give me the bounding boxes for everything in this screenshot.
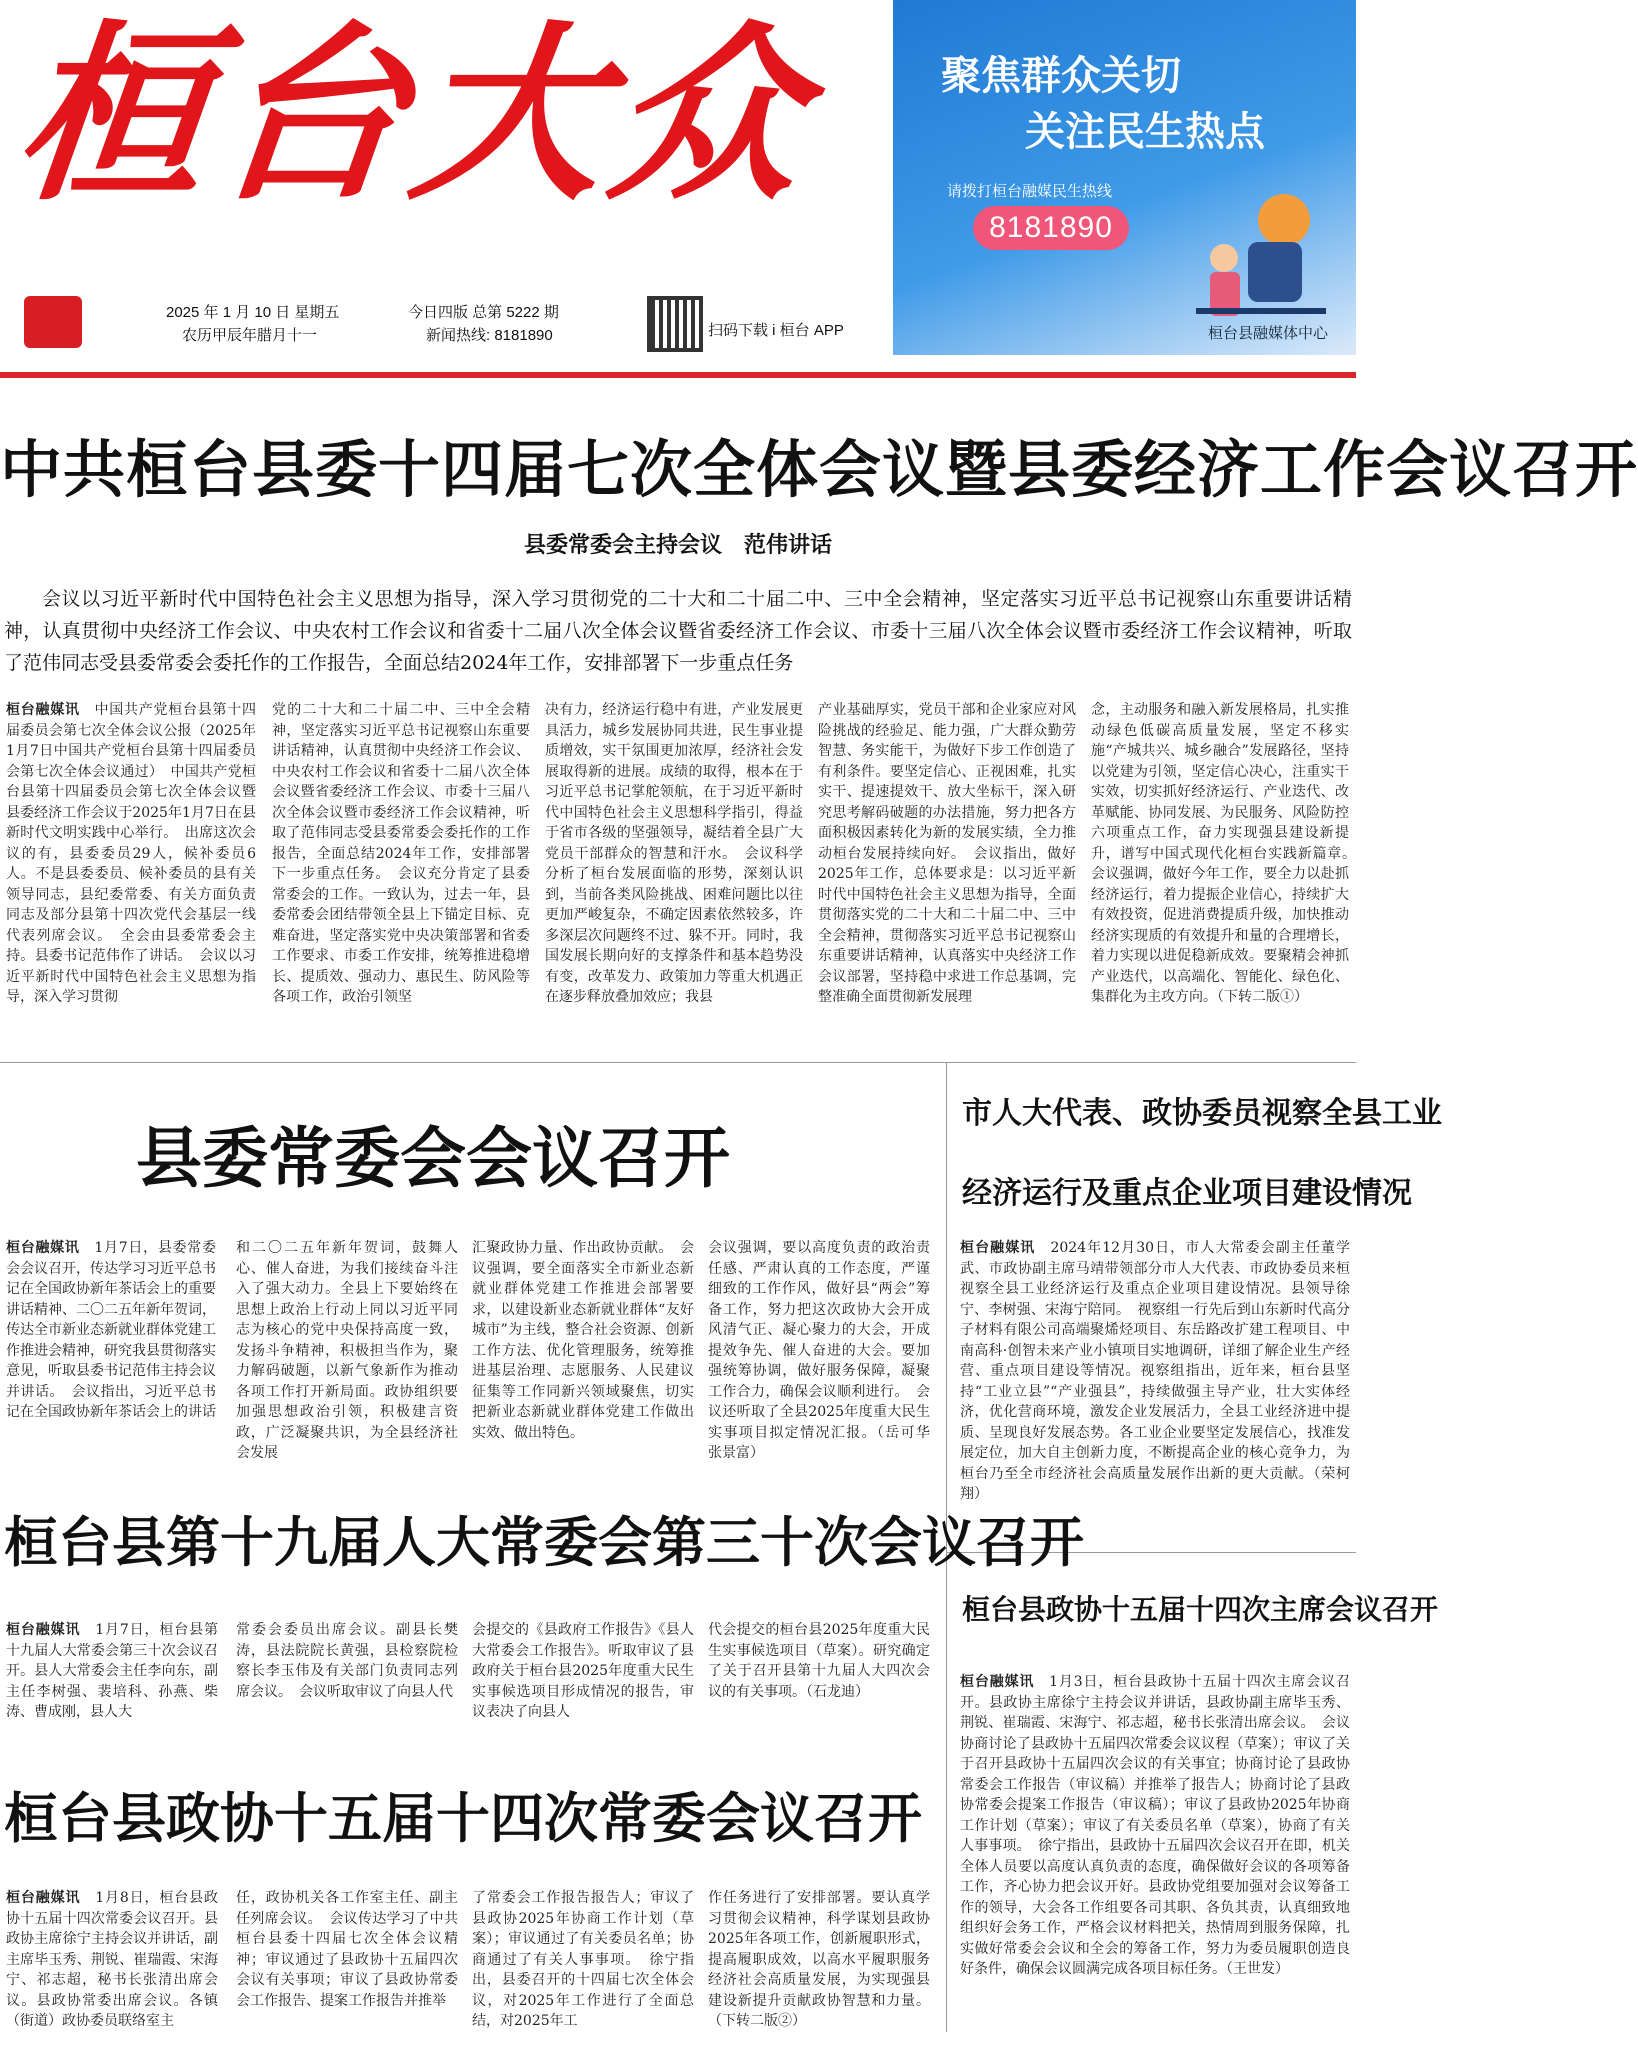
article2-col-4: 会议强调，要以高度负责的政治责任感、严肃认真的工作态度，严谨细致的工作作风，做好县“两会”筹备工作，努力把这次政协大会开成风清气正、凝心聚力的大会，开成提效争先、催人奋进的大会。要加强统筹协调，做好服务保障，凝聚工作合力，确保会议顺利进行。 会议还听取了全县2025年度重大民生实事项目拟定情况汇报。（岳可华 张景富） xyxy=(708,1240,944,1461)
main-lead: 会议以习近平新时代中国特色社会主义思想为指导，深入学习贯彻党的二十大和二十届二中、三中全会精神，坚定落实习近平总书记视察山东重要讲话精神，认真贯彻中央经济工作会议、中央农村工作会议和省委十二届八次全体会议暨省委经济工作会议、市委十三届八次全体会议暨市委经济工作会议精神，听取了范伟同志受县委常委会委托作的工作报告，全面总结2024年工作，安排部署下一步重点任务 xyxy=(4,588,1352,674)
article4-col-4: 代会提交的桓台县2025年度重大民生实事候选项目（草案）。研究确定了关于召开县第十九届人大四次会议的有关事项。（石龙迪） xyxy=(708,1622,930,1700)
hotline-ad xyxy=(893,0,1356,355)
article6-col-3: 了常委会工作报告报告人；审议了县政协2025年协商工作计划（草案）；审议通过了有关委员名单；协商通过了有关人事事项。 徐宁指出，县委召开的十四届七次全体会议，对2025年工作进行了全面总结，对2025年工 xyxy=(472,1890,694,2029)
header-rule xyxy=(0,372,1356,378)
article3-headline-line2: 经济运行及重点企业项目建设情况 xyxy=(962,1176,1412,1211)
article4-col-3: 会提交的《县政府工作报告》《县人大常委会工作报告》。听取审议了县政府关于桓台县2025年度重大民生实事候选项目形成情况的报告，审议表决了向县人 xyxy=(472,1622,694,1720)
main-col-4: 产业基础厚实，党员干部和企业家应对风险挑战的经验足、能力强，广大群众勤劳智慧、务实能干，为做好下步工作创造了有利条件。要坚定信心、正视困难，扎实实干、提速提效干、放大坐标干，深入研究思考解码破题的办法措施，努力把各方面积极因素转化为新的发展实绩，全力推动桓台发展持续向好。 会议指出，做好2025年工作，总体要求是：以习近平新时代中国特色社会主义思想为指导，全面贯彻落实党的二十大和二十届二中、三中全会精神，贯彻落实习近平总书记视察山东重要讲话精神，认真落实中央经济工作会议部署，坚持稳中求进工作总基调，完整准确全面贯彻新发展理 xyxy=(818,702,1076,1005)
qr-code-icon[interactable] xyxy=(647,296,703,352)
edition-info: 今日四版 总第 5222 期 xyxy=(408,304,559,321)
article3-body: 桓台融媒讯 2024年12月30日，市人大常委会副主任董学武、市政协副主席马靖带领部分市人大代表、市政协委员来桓视察全县工业经济运行及重点企业项目建设情况。县领导徐宁、李树强、宋海宁陪同。 视察组一行先后到山东新时代高分子材料有限公司高端聚烯烃项目、东岳路改扩建工程项目、中南高科·创智未来产业小镇项目实地调研，详细了解企业生产经营、重点项目建设等情况。视察组指出，近年来，桓台县坚持“工业立县”“产业强县”，持续做强主导产业，壮大实体经济，优化营商环境，激发企业发展活力，全县工业经济进中提质、呈现良好发展态势。各工业企业要坚定发展信心，找准发展定位，加大自主创新力度，不断提高企业的核心竞争力，为桓台乃至全市经济社会高质量发展作出新的更大贡献。（荣柯翔） xyxy=(960,1240,1351,1502)
ad-line1: 聚焦群众关切 xyxy=(941,53,1181,99)
ad-line2: 关注民生热点 xyxy=(1025,109,1265,155)
main-col-2: 党的二十大和二十届二中、三中全会精神，坚定落实习近平总书记视察山东重要讲话精神，认真贯彻中央经济工作会议、中央农村工作会议和省委十二届八次全体会议暨省委经济工作会议、市委十三届八次全体会议暨市委经济工作会议精神，听取了范伟同志受县委常委会委托作的工作报告，全面总结2024年工作，安排部署下一步重点任务。 会议充分肯定了县委常委会的工作。一致认为，过去一年，县委常委会团结带领全县上下锚定目标、克难奋进，坚定落实党中央决策部署和省委工作要求、市委工作安排，统筹推进稳增长、提质效、强动力、惠民生、防风险等各项工作，政治引领坚 xyxy=(272,702,530,1005)
main-col-3: 决有力，经济运行稳中有进，产业发展更具活力，城乡发展协同共进，民生事业提质增效，实干氛围更加浓厚，经济社会发展取得新的进展。成绩的取得，根本在于习近平总书记掌舵领航，在于习近平新时代中国特色社会主义思想科学指引，得益于省市各级的坚强领导，凝结着全县广大党员干部群众的智慧和汗水。 会议科学分析了桓台发展面临的形势，深刻认识到，当前各类风险挑战、困难问题比以往更加严峻复杂，不确定因素依然较多，许多深层次问题终不过、躲不开。同时，我国发展长期向好的支撑条件和基本趋势没有变，改革发力、政策加力等重大机遇正在逐步释放叠加效应；我县 xyxy=(545,702,803,1005)
main-col-5: 念，主动服务和融入新发展格局，扎实推动绿色低碳高质量发展，坚定不移实施“产城共兴、城乡融合”发展路径，坚持以党建为引领，坚定信心决心，注重实干实效，切实抓好经济运行、产业迭代、改革赋能、协同发展、为民服务、风险防控六项重点工作，奋力实现强县建设新提升，谱写中国式现代化桓台实践新篇章。 会议强调，做好今年工作，要全力以赴抓经济运行，着力提振企业信心，持续扩大有效投资，促进消费提质升级，加快推动经济实现质的有效提升和量的合理增长，着力实现以进促稳新成效。要聚精会神抓产业迭代，以高端化、智能化、绿色化、集群化为主攻方向。（下转二版①） xyxy=(1091,702,1363,1005)
article2-headline: 县委常委会会议召开 xyxy=(136,1120,730,1197)
masthead-title: 桓台大众 xyxy=(6,3,822,226)
app-download: 扫码下载 i 桓台 APP xyxy=(708,322,844,339)
section-divider xyxy=(0,1062,1356,1063)
article2-col-1: 桓台融媒讯 1月7日，县委常委会会议召开，传达学习习近平总书记在全国政协新年茶话会上的重要讲话精神、二〇二五年新年贺词，传达全市新业态新就业群体党建工作推进会精神，研究我县贯彻落实意见，听取县委书记范伟主持会议并讲话。 会议指出，习近平总书记在全国政协新年茶话会上的讲话 xyxy=(6,1240,216,1420)
main-headline: 中共桓台县委十四届七次全体会议暨县委经济工作会议召开 xyxy=(0,433,1638,506)
article2-col-2: 和二〇二五年新年贺词，鼓舞人心、催人奋进，为我们接续奋斗注入了强大动力。全县上下要始终在思想上政治上行动上同以习近平同志为核心的党中央保持高度一致，发扬斗争精神，积极担当作为，聚力解码破题，以新气象新作为推动各项工作打开新局面。政协组织要加强思想政治引领，积极建言资政，广泛凝聚共识，为全县经济社会发展 xyxy=(236,1240,458,1461)
ad-phone-badge: 8181890 xyxy=(973,206,1129,250)
article6-headline: 桓台县政协十五届十四次常委会议召开 xyxy=(4,1787,922,1850)
issue-date: 2025 年 1 月 10 日 星期五 xyxy=(166,304,340,321)
hotline-illustration-icon xyxy=(1186,180,1336,330)
ad-hint: 请拨打桓台融媒民生热线 xyxy=(947,183,1113,200)
paper-logo-icon xyxy=(24,296,82,348)
article4-headline: 桓台县第十九届人大常委会第三十次会议召开 xyxy=(4,1511,1084,1574)
article6-col-4: 作任务进行了安排部署。要认真学习贯彻会议精神，科学谋划县政协2025年各项工作，创新履职形式，提高履职成效，以高水平履职服务经济社会高质量发展，为实现强县建设新提升贡献政协智慧和力量。（下转二版②） xyxy=(708,1890,930,2029)
main-col-1: 桓台融媒讯 中国共产党桓台县第十四届委员会第七次全体会议公报（2025年1月7日中国共产党桓台县第十四届委员会第七次全体会议通过） 中国共产党桓台县第十四届委员会第七次全体会议暨县委经济工作会议于2025年1月7日在县新时代文明实践中心举行。 出席这次会议的有，县委委员29人，候补委员6人。不是县委委员、候补委员的县有关领导同志，县纪委常委、有关方面负责同志及部分县第十四次党代会基层一线代表列席会议。 全会由县委常委会主持。县委书记范伟作了讲话。 会议以习近平新时代中国特色社会主义思想为指导，深入学习贯彻 xyxy=(6,702,256,1005)
article4-col-2: 常委会委员出席会议。副县长樊涛，县法院院长黄强，县检察院检察长李玉伟及有关部门负责同志列席会议。 会议听取审议了向县人代 xyxy=(236,1622,458,1700)
article4-col-1: 桓台融媒讯 1月7日，桓台县第十九届人大常委会第三十次会议召开。县人大常委会主任李向东，副主任李树强、裴培科、孙燕、柴涛、曹成刚，县人大 xyxy=(6,1622,218,1720)
lunar-date: 农历甲辰年腊月十一 xyxy=(182,327,318,344)
article2-col-3: 汇聚政协力量、作出政协贡献。 会议强调，要全面落实全市新业态新就业群体党建工作推进会部署要求，以建设新业态新就业群体“友好城市”为主线，整合社会资源、创新工作方法、优化管理服务，统筹推进基层治理、志愿服务、人民建议征集等工作同新兴领域聚焦，切实把新业态新就业群体党建工作做出实效、做出特色。 xyxy=(472,1240,694,1441)
main-subhead: 县委常委会主持会议 范伟讲话 xyxy=(523,532,832,558)
article6-col-2: 任，政协机关各工作室主任、副主任列席会议。 会议传达学习了中共桓台县委十四届七次全体会议精神；审议通过了县政协十五届四次会议有关事项；审议了县政协常委会工作报告、提案工作报告并推举 xyxy=(236,1890,458,2009)
article5-body: 桓台融媒讯 1月3日，桓台县政协十五届十四次主席会议召开。县政协主席徐宁主持会议并讲话，县政协副主席毕玉秀、荆锐、崔瑞霞、宋海宁、祁志超，秘书长张清出席会议。 会议协商讨论了县政协十五届四次常委会议议程（草案）；审议了关于召开县政协十五届四次会议的有关事宜；协商讨论了县政协常委会工作报告（审议稿）并推举了报告人；协商讨论了县政协常委会提案工作报告（审议稿）；审议了县政协2025年协商工作计划（草案）；审议了有关委员名单（草案），协商了有关人事事项。 徐宁指出，县政协十五届四次会议召开在即，机关全体人员要以高度认真负责的态度，确保做好会议的各项筹备工作，齐心协力把会议开好。县政协党组要加强对会议筹备工作的领导，大会各工作组要各司其职、各负其责，认真细致地组织好会务工作，严格会议材料把关，热情周到服务保障，扎实做好常委会会议和全会的筹备工作，努力为委员履职创造良好条件，确保会议圆满完成各项目标任务。（王世发） xyxy=(960,1674,1350,1977)
article5-headline: 桓台县政协十五届十四次主席会议召开 xyxy=(962,1593,1439,1626)
article3-headline-line1: 市人大代表、政协委员视察全县工业 xyxy=(962,1096,1442,1131)
article6-col-1: 桓台融媒讯 1月8日，桓台县政协十五届十四次常委会议召开。县政协主席徐宁主持会议并讲话，副主席毕玉秀、荆锐、崔瑞霞、宋海宁、祁志超，秘书长张清出席会议。县政协常委出席会议。各镇（街道）政协委员联络室主 xyxy=(6,1890,218,2029)
news-hotline: 新闻热线: 8181890 xyxy=(426,327,553,344)
ad-org: 桓台县融媒体中心 xyxy=(1207,325,1328,342)
